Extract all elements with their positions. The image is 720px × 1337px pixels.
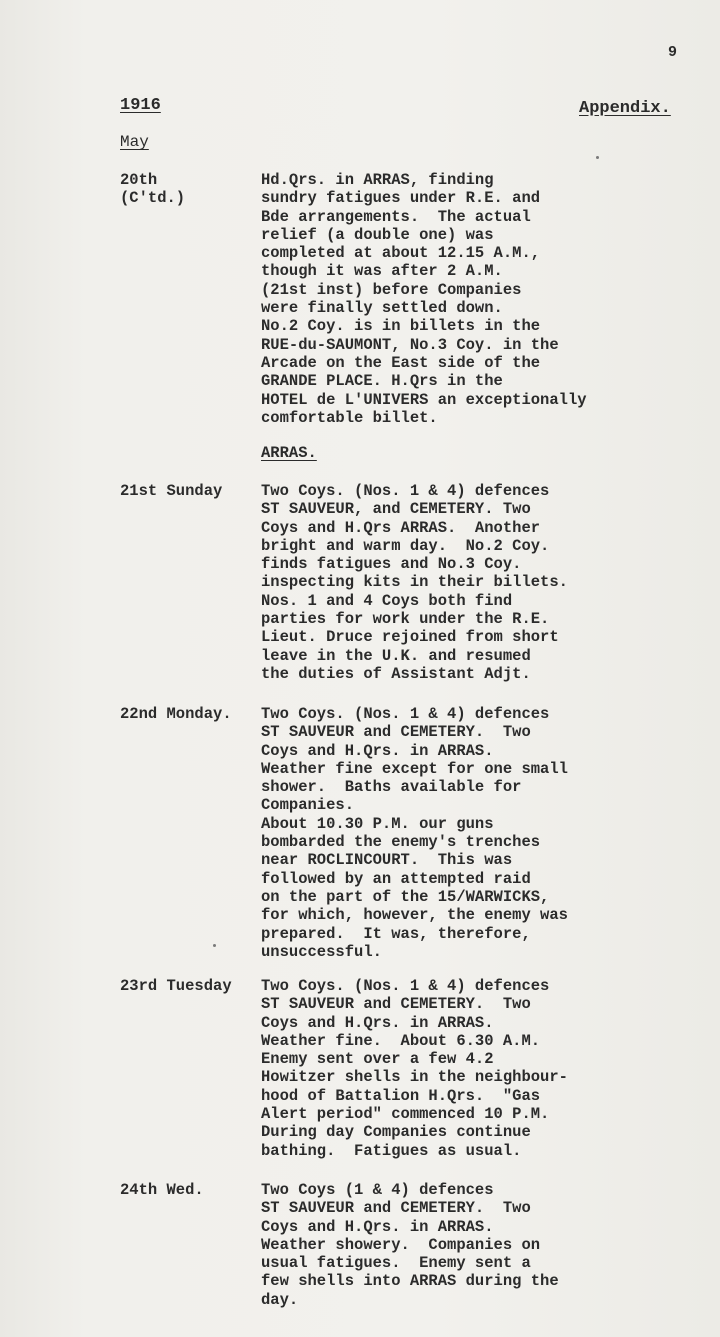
paper-speck — [213, 944, 216, 947]
entry-date-24th: 24th Wed. — [120, 1181, 204, 1199]
entry-date-22nd: 22nd Monday. — [120, 705, 232, 723]
place-heading: ARRAS. — [261, 444, 317, 462]
appendix-label: Appendix. — [579, 99, 671, 118]
month-heading: May — [120, 133, 149, 151]
entry-date-23rd: 23rd Tuesday — [120, 977, 232, 995]
entry-date-20th: 20th (C'td.) — [120, 171, 186, 208]
year-heading: 1916 — [120, 96, 161, 115]
page-number: 9 — [668, 44, 678, 61]
paper-speck — [596, 156, 599, 159]
entry-date-21st: 21st Sunday — [120, 482, 223, 500]
entry-text-20th: Hd.Qrs. in ARRAS, finding sundry fatigues under R.E. and Bde arrangements. The actual relief (a double one) was completed at about 12.15 A.M., though it was after 2 A.M. (21st inst) before Companies were finally settled down. No.2 Coy. is in billets in the RUE-du-SAUMONT, No.3 Coy. in the Arcade on the East side of the GRANDE PLACE. H.Qrs in the HOTEL de L'UNIVERS an exceptionally comfortable billet. — [261, 171, 587, 427]
entry-text-21st: Two Coys. (Nos. 1 & 4) defences ST SAUVEUR, and CEMETERY. Two Coys and H.Qrs ARRAS. Another bright and warm day. No.2 Coy. finds fatigues and No.3 Coy. inspecting kits in their billets. Nos. 1 and 4 Coys both find parties for work under the R.E. Lieut. Druce rejoined from short leave in the U.K. and resumed the duties of Assistant Adjt. — [261, 482, 568, 683]
entry-text-24th: Two Coys (1 & 4) defences ST SAUVEUR and CEMETERY. Two Coys and H.Qrs. in ARRAS. Weather showery. Companies on usual fatigues. Enemy sent a few shells into ARRAS during the day. — [261, 1181, 559, 1309]
entry-text-22nd: Two Coys. (Nos. 1 & 4) defences ST SAUVEUR and CEMETERY. Two Coys and H.Qrs. in ARRAS. Weather fine except for one small shower. Baths available for Companies. About 10.30 P.M. our guns bombarded the enemy's trenches near ROCLINCOURT. This was followed by an attempted raid on the part of the 15/WARWICKS, for which, however, the enemy was prepared. It was, therefore, unsuccessful. — [261, 705, 568, 961]
entry-text-23rd: Two Coys. (Nos. 1 & 4) defences ST SAUVEUR and CEMETERY. Two Coys and H.Qrs. in ARRAS. Weather fine. About 6.30 A.M. Enemy sent over a few 4.2 Howitzer shells in the neighbour- hood of Battalion H.Qrs. "Gas Alert period" commenced 10 P.M. During day Companies continue bathing. Fatigues as usual. — [261, 977, 568, 1160]
